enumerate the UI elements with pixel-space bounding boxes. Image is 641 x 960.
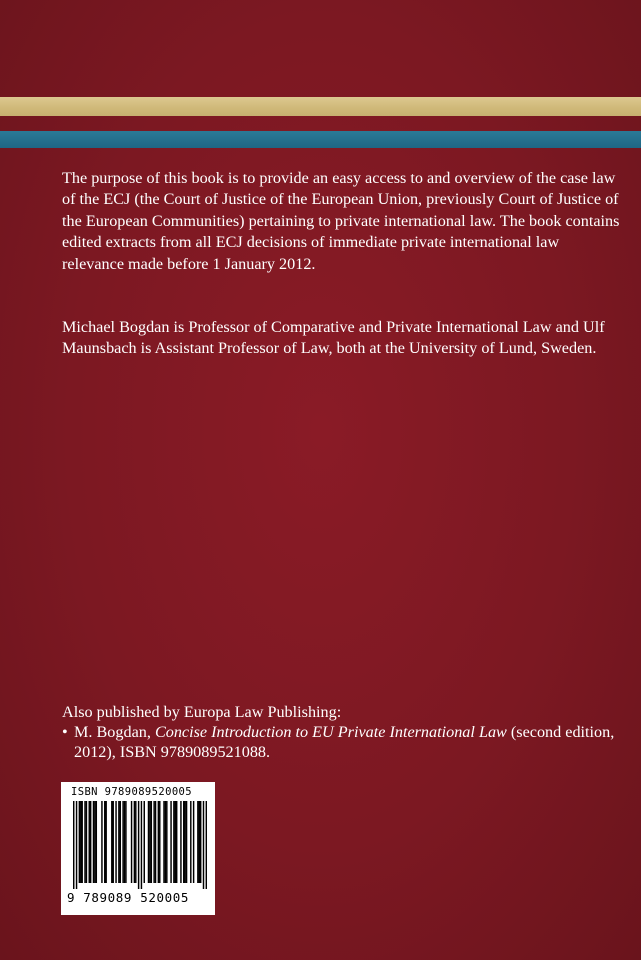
barcode-bar: [118, 801, 119, 883]
book-description: The purpose of this book is to provide an easy access to and overview of the case law of the ECJ (the Court of Justice of the European Union, previously Court of Justice of the European Communities) pertaining to private international law. The book contains edited extracts from all ECJ decisions of immediate private international law relevance made before 1 January 2012.: [62, 169, 620, 273]
related-book-details: (second edition, 2012), ISBN 9789089521088.: [74, 722, 615, 761]
barcode-bar: [73, 801, 74, 889]
barcode-bar: [84, 801, 85, 883]
barcode-bar: [138, 801, 139, 889]
barcode-bar: [76, 801, 77, 889]
isbn-barcode: [61, 782, 215, 915]
barcode-bar: [206, 801, 207, 889]
barcode-bar: [111, 801, 112, 883]
bullet-icon: •: [62, 722, 68, 741]
barcode-bar: [86, 801, 87, 883]
barcode-bar: [81, 801, 82, 883]
barcode-bar: [175, 801, 176, 883]
barcode-bar: [93, 801, 94, 883]
barcode-bar: [124, 801, 125, 883]
barcode-bar: [90, 801, 91, 883]
barcode-digits: [67, 891, 209, 905]
barcode-bar: [105, 801, 106, 883]
barcode-bar: [148, 801, 149, 883]
barcode-bar: [79, 801, 80, 883]
barcode-bar: [125, 801, 126, 883]
related-book-title: Concise Introduction to EU Private International Law: [154, 722, 507, 741]
barcode-bar: [96, 801, 97, 883]
barcode-first-digit: 9: [67, 890, 76, 905]
barcode-bar: [112, 801, 113, 883]
barcode-bar: [203, 801, 204, 889]
barcode-bar: [199, 801, 200, 883]
barcode-bar: [190, 801, 191, 883]
barcode-bar: [200, 801, 201, 883]
also-published-list: [62, 723, 622, 763]
barcode-bar: [80, 801, 81, 883]
barcode-bar: [101, 801, 102, 883]
barcode-bar: [165, 801, 166, 883]
barcode-bar: [170, 801, 171, 883]
barcode-bar: [186, 801, 187, 883]
teal-band: [0, 131, 641, 148]
also-published-heading: Also published by Europa Law Publishing:: [62, 703, 342, 721]
barcode-bars: [73, 801, 207, 889]
list-item: [62, 723, 622, 763]
barcode-bar: [151, 801, 152, 883]
barcode-bar: [104, 801, 105, 883]
barcode-bar: [183, 801, 184, 883]
barcode-bar: [89, 801, 90, 883]
also-published-section: [62, 703, 622, 762]
barcode-bar: [153, 801, 154, 883]
barcode-bar: [131, 801, 132, 883]
barcode-bar: [122, 801, 123, 883]
barcode-bar: [193, 801, 194, 883]
gold-band: [0, 97, 641, 116]
barcode-bar: [173, 801, 174, 883]
barcode-bar: [94, 801, 95, 883]
barcode-bar: [134, 801, 135, 883]
barcode-bar: [184, 801, 185, 883]
barcode-bar: [176, 801, 177, 883]
barcode-bar: [144, 801, 145, 883]
barcode-bar: [159, 801, 160, 883]
barcode-bar: [163, 801, 164, 883]
barcode-bar: [155, 801, 156, 883]
barcode-bar: [115, 801, 116, 883]
barcode-left-group: 789089: [83, 890, 133, 905]
related-book-author: M. Bogdan,: [74, 722, 155, 741]
barcode-bar: [180, 801, 181, 883]
barcode-bar: [158, 801, 159, 883]
barcode-bar: [135, 801, 136, 883]
author-bio: Michael Bogdan is Professor of Comparative and Private International Law and Ulf Maunsbach is Assistant Professor of Law, both at the University of Lund, Sweden.: [62, 318, 605, 358]
barcode-bar: [120, 801, 121, 883]
barcode-right-group: 520005: [140, 890, 189, 905]
barcode-bar: [166, 801, 167, 883]
barcode-bar: [141, 801, 142, 889]
barcode-bar: [149, 801, 150, 883]
isbn-label: ISBN 9789089520005: [71, 786, 192, 798]
barcode-bar: [197, 801, 198, 883]
